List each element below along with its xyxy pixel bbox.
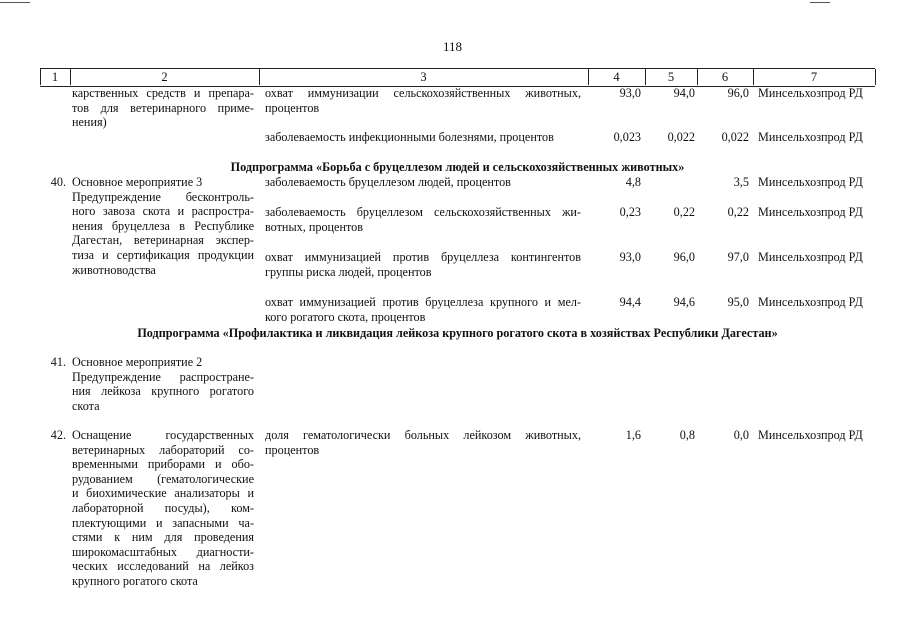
text-line: Предупреждение распростране- xyxy=(72,369,254,384)
value-cell: 0,22 xyxy=(727,205,749,219)
responsible-cell: Минсельхозпрод РД xyxy=(758,295,863,309)
text-line: заболеваемость бруцеллезом людей, процентов xyxy=(265,175,511,189)
value-cell: 0,23 xyxy=(619,205,641,219)
header-cell: 2 xyxy=(161,70,168,84)
value-cell: 4,8 xyxy=(625,175,641,189)
subprogram-heading: Подпрограмма «Борьба с бруцеллезом людей и сельскохозяйственных животных» xyxy=(230,160,685,174)
measure-name xyxy=(72,428,254,589)
text-line: нения бруцеллеза в Республике xyxy=(72,218,254,233)
responsible-cell: Минсельхозпрод РД xyxy=(758,428,863,442)
value-cell: 93,0 xyxy=(619,250,641,264)
text-line: процентов xyxy=(265,100,320,115)
measure-name xyxy=(72,355,254,413)
text-line: Дагестан, ветеринарная экспер- xyxy=(72,233,254,248)
row-number: 41. xyxy=(50,355,66,369)
text-line: вотных, процентов xyxy=(265,219,364,234)
value-cell: 0,8 xyxy=(679,428,695,442)
scan-mark xyxy=(0,2,30,3)
text-line: плектующими и запасными ча- xyxy=(72,515,254,530)
header-cell: 4 xyxy=(613,70,620,84)
header-cell: 6 xyxy=(721,70,729,84)
header-cell: 7 xyxy=(810,70,818,84)
text-line: Оснащение государственных xyxy=(72,428,254,442)
text-line: Основное мероприятие 3 xyxy=(72,175,203,189)
text-line: рудованием (гематологические xyxy=(72,471,254,486)
text-line: охват иммунизацией против бруцеллеза контингентов xyxy=(265,250,581,264)
indicator-text xyxy=(265,130,581,145)
text-line: Предупреждение бесконтроль- xyxy=(72,189,254,204)
page-number: 118 xyxy=(442,39,463,54)
value-cell: 94,0 xyxy=(673,86,695,100)
text-line: временными приборами и обо- xyxy=(72,457,254,472)
text-line: ветеринарных лабораторий со- xyxy=(72,442,254,457)
text-line: крупного рогатого скота xyxy=(72,573,198,588)
scan-mark xyxy=(810,2,830,3)
value-cell: 0,022 xyxy=(721,130,749,144)
text-line: заболеваемость инфекционными болезнями, процентов xyxy=(265,130,554,144)
value-cell: 94,4 xyxy=(619,295,641,309)
value-cell: 97,0 xyxy=(727,250,749,264)
value-cell: 0,0 xyxy=(733,428,749,442)
row-number: 42. xyxy=(50,428,66,442)
header-cell: 3 xyxy=(420,70,427,84)
row-number: 40. xyxy=(50,175,66,189)
text-line: карственных средств и препара- xyxy=(72,86,254,100)
text-line: тиза и сертификация продукции xyxy=(72,247,254,262)
measure-name xyxy=(72,175,254,277)
value-cell: 0,022 xyxy=(667,130,695,144)
text-line: ного завоза скота и распростра- xyxy=(72,204,254,219)
text-line: стями к ним для проведения xyxy=(72,530,254,545)
text-line: доля гематологически больных лейкозом животных, xyxy=(265,428,581,442)
text-line: заболеваемость бруцеллезом сельскохозяйственных жи- xyxy=(265,205,581,219)
value-cell: 96,0 xyxy=(673,250,695,264)
text-line: ческих исследований на лейкоз xyxy=(72,559,254,574)
value-cell: 0,22 xyxy=(673,205,695,219)
text-line: и биохимические анализаторы и xyxy=(72,486,254,501)
text-line: скота xyxy=(72,398,100,413)
responsible-cell: Минсельхозпрод РД xyxy=(758,86,863,100)
header-cell: 1 xyxy=(51,70,59,84)
indicator-text xyxy=(265,250,581,279)
value-cell: 1,6 xyxy=(625,428,641,442)
text-line: лабораторной посуды), ком- xyxy=(72,500,254,515)
text-line: животноводства xyxy=(72,262,156,277)
indicator-text xyxy=(265,86,581,115)
value-cell: 94,6 xyxy=(673,295,695,309)
responsible-cell: Минсельхозпрод РД xyxy=(758,130,863,144)
indicator-text xyxy=(265,175,581,190)
value-cell: 95,0 xyxy=(727,295,749,309)
subprogram-heading: Подпрограмма «Профилактика и ликвидация лейкоза крупного рогатого скота в хозяйствах Республики Дагестан» xyxy=(137,326,778,340)
indicator-text xyxy=(265,295,581,324)
text-line: охват иммунизации сельскохозяйственных животных, xyxy=(265,86,581,100)
column-divider xyxy=(875,69,876,85)
text-line: тов для ветеринарного приме- xyxy=(72,100,254,115)
text-line: охват иммунизацией против бруцеллеза крупного и мел- xyxy=(265,295,581,309)
value-cell: 96,0 xyxy=(727,86,749,100)
responsible-cell: Минсельхозпрод РД xyxy=(758,175,863,189)
text-line: нения) xyxy=(72,115,107,130)
value-cell: 3,5 xyxy=(733,175,749,189)
text-line: широкомасштабных диагности- xyxy=(72,544,254,559)
indicator-text xyxy=(265,205,581,234)
indicator-text xyxy=(265,428,581,457)
measure-name xyxy=(72,86,254,130)
text-line: ния лейкоза крупного рогатого xyxy=(72,384,254,399)
value-cell: 93,0 xyxy=(619,86,641,100)
value-cell: 0,023 xyxy=(613,130,641,144)
text-line: процентов xyxy=(265,442,320,457)
text-line: кого рогатого скота, процентов xyxy=(265,309,426,324)
text-line: группы риска людей, процентов xyxy=(265,264,432,279)
text-line: Основное мероприятие 2 xyxy=(72,355,203,369)
header-cell: 5 xyxy=(667,70,675,84)
responsible-cell: Минсельхозпрод РД xyxy=(758,250,863,264)
responsible-cell: Минсельхозпрод РД xyxy=(758,205,863,219)
